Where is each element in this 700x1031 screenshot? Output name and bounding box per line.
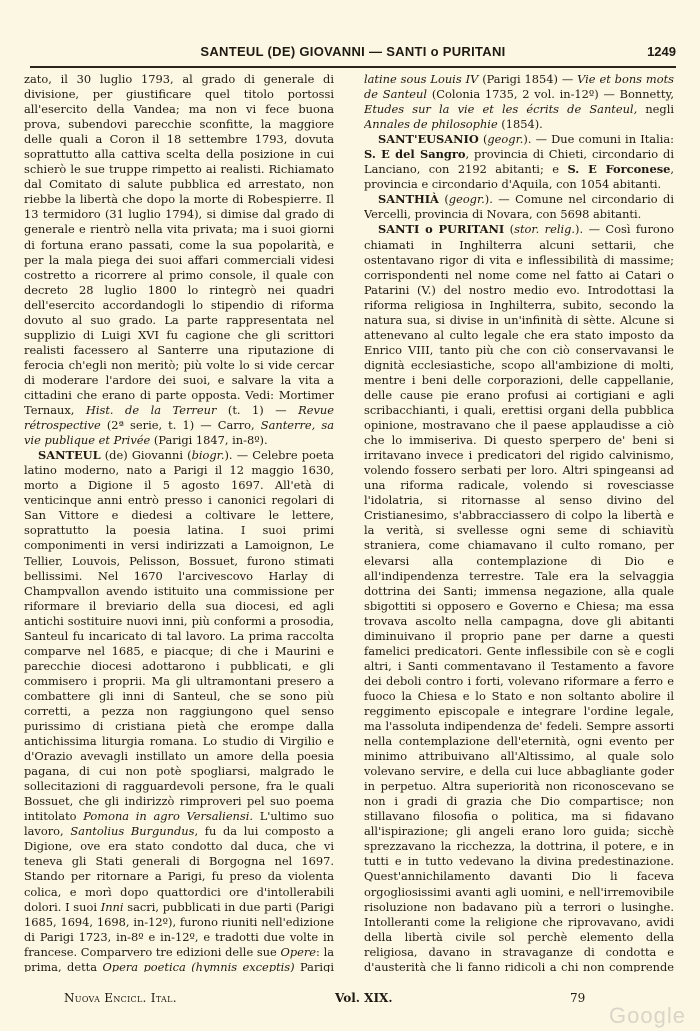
footer-sheet-number: 79 [570,991,586,1005]
text-run: (t. 1) — [216,403,299,418]
italic-text: biogr. [191,448,225,463]
text-run: (1854). [497,117,543,132]
italic-text: Pomona in agro Versaliensi. [83,809,254,824]
italic-text: Annales de philosophie [364,117,498,132]
right-column [364,72,674,972]
italic-text: Santerre, sa vie publique et Privée [24,418,334,448]
scan-watermark: Google [609,1003,686,1028]
paragraph [364,132,674,192]
text-run: , provincia e circondario d'Aquila, con 1054 abitanti. [364,162,674,192]
italic-text: Santolius Burgundus [70,824,195,839]
text-run: ). — Due comuni in Italia: [523,132,674,147]
italic-text: Inni [100,899,124,914]
italic-text: Opere [280,944,317,959]
page-footer [30,991,676,1007]
italic-text: Opera poetica (hymnis exceptis) [102,959,295,972]
entry-heading: SANT'EUSANIO [378,132,479,147]
text-run: ). — Comune nel circondario di Vercelli, provincia di Novara, con 5698 abitanti. [364,192,674,222]
text-run: ( [438,192,449,207]
text-run: negli [637,102,674,117]
paragraph [364,192,674,222]
text-run: , provincia di Chieti, circondario di Lanciano, con 2192 abitanti; e [364,147,674,177]
text-run: ( [478,132,488,147]
text-run: Parigi [300,959,334,972]
text-run: (de) Giovanni ( [100,448,192,463]
italic-text: geogr. [448,192,485,207]
entry-heading: S. E Forconese [567,162,671,177]
italic-text: Hist. de la Terreur [85,403,217,418]
text-run: ). — Così furono chiamati in Inghilterra alcuni settarii, che ostentavano rigor di vita e inflessibilità di massime; corrispondenti nel nome come nel fatto ai Catari o Patarini (V.) del nostro medio evo. Introdottasi la riforma religiosa in Inghilterra, subito, secondo la natura sua, si divise in un'infinità di sètte. Alcune si attenevano al culto legale che era stato imposto da Enrico VIII, tanto più che con ciò conservavansi le dignità ecclesiastiche, scopo all'ambizione di molti, mentre i beni delle corporazioni, delle cappellanie, delle cause pie erano profusi ai cortigiani e agli scribacchianti, i quali, erettisi organi della pubblica opinione, mostravano che il paese applaudisse a ciò che lo immiseriva. Di questo sperpero de' beni si irritavano invece i predicatori del rigido calvinismo, volendo fossero serbati per loro. Altri spingeansi ad una riforma radicale, volendo si rovesciasse l'idolatria, si ritornasse al senso divino del Cristianesimo, s'abbracciassero di colpo la libertà e la verità, si svellesse ogni seme di schiavitù straniera, come chiamavano il culto romano, per elevarsi alla contemplazione di Dio e all'indipendenza terrestre. Tale era la selvaggia dottrina dei Santi; immensa negazione, alla quale sbigottiti si opposero e Governo e Chiesa; ma essa trovava ascolto nella campagna, dove gli abitanti diminuivano il proprio pane per darne a questi famelici predicatori. Gente inflessibile con sè e cogli altri, i Santi commentavano il Testamento a favore dei deboli contro i forti, volevano riformare a ferro e fuoco la Chiesa e lo Stato e non soltanto abolire il reggimento episcopale e integrare l'ordine legale, ma l'assoluta indipendenza de' fedeli. Sempre assorti nella contemplazione dell'eternità, ogni evento per minimo attribuivano all'Altissimo, al quale solo volevano servire, e della cui luce abbagliante goder in perpetuo. Altra superiorità non riconoscevano se non i gradi di grazia che Dio compartisce; non stillavano filosofia o politica, ma si fidavano all'ispirazione; gli angeli erano loro guida; sicchè sprezzavano la ricchezza, la dottrina, il potere, e in tutti e in tutto vedevano la divina predestinazione. Quest'annichilamento davanti Dio li faceva orgogliosissimi avanti agli uomini, e nell'irremovibile risoluzione non badavano più a terrori o lusinghe. Intolleranti come la religione che riprovavano, avidi della libertà civile sol perchè elemento della religiosa, davano in stravaganze di condotta e d'austerità che li fanno ridicoli a chi non comprende [364,222,674,972]
running-header [30,40,676,68]
footer-volume: Vol. XIX. [335,991,393,1005]
entry-heading: SANTHIÀ [378,192,439,207]
italic-text: Vie et bons mots de Santeul [364,72,674,102]
paragraph [24,72,334,448]
italic-text: geogr. [487,132,524,147]
entry-heading: SANTEUL [38,448,101,463]
text-run: (Parigi 1847, in-8º). [150,433,268,448]
entry-heading: S. E del Sangro [364,147,466,162]
paragraph [364,72,674,132]
text-run: (Colonia 1735, 2 vol. in-12º) — Bonnetty, [427,87,674,102]
italic-text: Etudes sur la vie et les écrits de Santeul, [364,102,638,117]
text-run: ( [504,222,515,237]
text-run: L'ultimo suo lavoro, [24,809,334,839]
italic-text: latine sous Louis IV [364,72,479,86]
italic-text: stor. relig. [514,222,576,237]
running-title: SANTEUL (DE) GIOVANNI — SANTI o PURITANI [200,44,506,59]
text-run: (Parigi 1854) — [478,72,578,86]
text-run: : la prima, detta [24,944,334,972]
text-run: (2ª serie, t. 1) — Carro, [100,418,261,433]
italic-text: Revue rétrospective [24,403,334,433]
paragraph [24,448,334,972]
entry-heading: SANTI o PURITANI [378,222,505,237]
text-run: sacri, pubblicati in due parti (Parigi 1685, 1694, 1698, in-12º), furono riuniti nell'edizione di Parigi 1723, in-8º e in-12º, e tradotti due volte in francese. Comparvero tre edizioni delle sue [24,899,334,959]
page-number: 1249 [647,44,676,59]
text-run: ). — Celebre poeta latino moderno, nato a Parigi il 12 maggio 1630, morto a Digione il 5 agosto 1697. All'età di venticinque anni entrò presso i canonici regolari di San Vittore e diedesi a coltivare le lettere, soprattutto la poesia latina. I suoi primi componimenti in versi indirizzati a Lamoignon, Le Tellier, Louvois, Pelisson, Bossuet, furono stimati bellissimi. Nel 1670 l'arcivescovo Harlay di Champvallon avendo istituito una commissione per riformare il breviario della sua diocesi, ed agli antichi sostituire nuovi inni, più conformi a prosodia, Santeul fu incaricato di tal lavoro. La prima raccolta comparve nel 1685, e piacque; di che i Maurini e parecchie diocesi adottarono i pubblicati, e gli commisero i proprii. Ma gli ultramontani presero a combattere gli inni di Santeul, che se sono più corretti, a pezza non raggiungono quel senso purissimo di cristiana pietà che erompe dalla antichissima liturgia romana. Lo studio di Virgilio e d'Orazio avevagli instillato un amore della poesia pagana, di cui non potè spogliarsi, malgrado le sollecitazioni di ragguardevoli persone, fra le quali Bossuet, che gli indirizzò rimproveri pel suo poema intitolato [24,448,334,824]
text-run: zato, il 30 luglio 1793, al grado di generale di divisione, per giustificare quel titolo portossi all'esercito della Vandea; ma non vi fece buona prova, subendovi parecchie sconfitte, la maggiore delle quali a Coron il 18 settembre 1793, dovuta soprattutto alla cattiva scelta della posizione in cui schierò le sue truppe rimpetto ai realisti. Richiamato dal Comitato di salute pubblica ed arrestato, non riebbe la libertà che dopo la morte di Robespierre. Il 13 termidoro (31 luglio 1794), si dimise dal grado di generale e rientrò nella vita privata; ma i suoi giorni di fortuna erano passati, come la sua popolarità, e per la mala piega dei suoi affari commerciali videsi costretto a ricorrere al primo console, il quale con decreto 28 luglio 1800 lo rintegrò nei quadri dell'esercito accordandogli lo stipendio di riforma dovuto al suo grado. La parte rappresentata nel supplizio di Luigi XVI fu cagione che gli scrittori realisti facessero al Santerre una riputazione di ferocia ch'egli non meritò; più volte lo si vide cercar di moderare l'ardore dei suoi, e salvare la vita a cittadini che erano di parte opposta. Vedi: Mortimer Ternaux, [24,72,334,418]
text-run: , fu da lui composto a Digione, ove era stato condotto dal duca, che vi teneva gli Stati generali di Borgogna nel 1697. Stando per ritornare a Parigi, fu preso da violenta colica, e morì dopo quattordici ore d'intollerabili dolori. I suoi [24,824,334,914]
paragraph [364,222,674,972]
left-column [24,72,334,972]
footer-work-title: Nuova Encicl. Ital. [64,991,177,1005]
